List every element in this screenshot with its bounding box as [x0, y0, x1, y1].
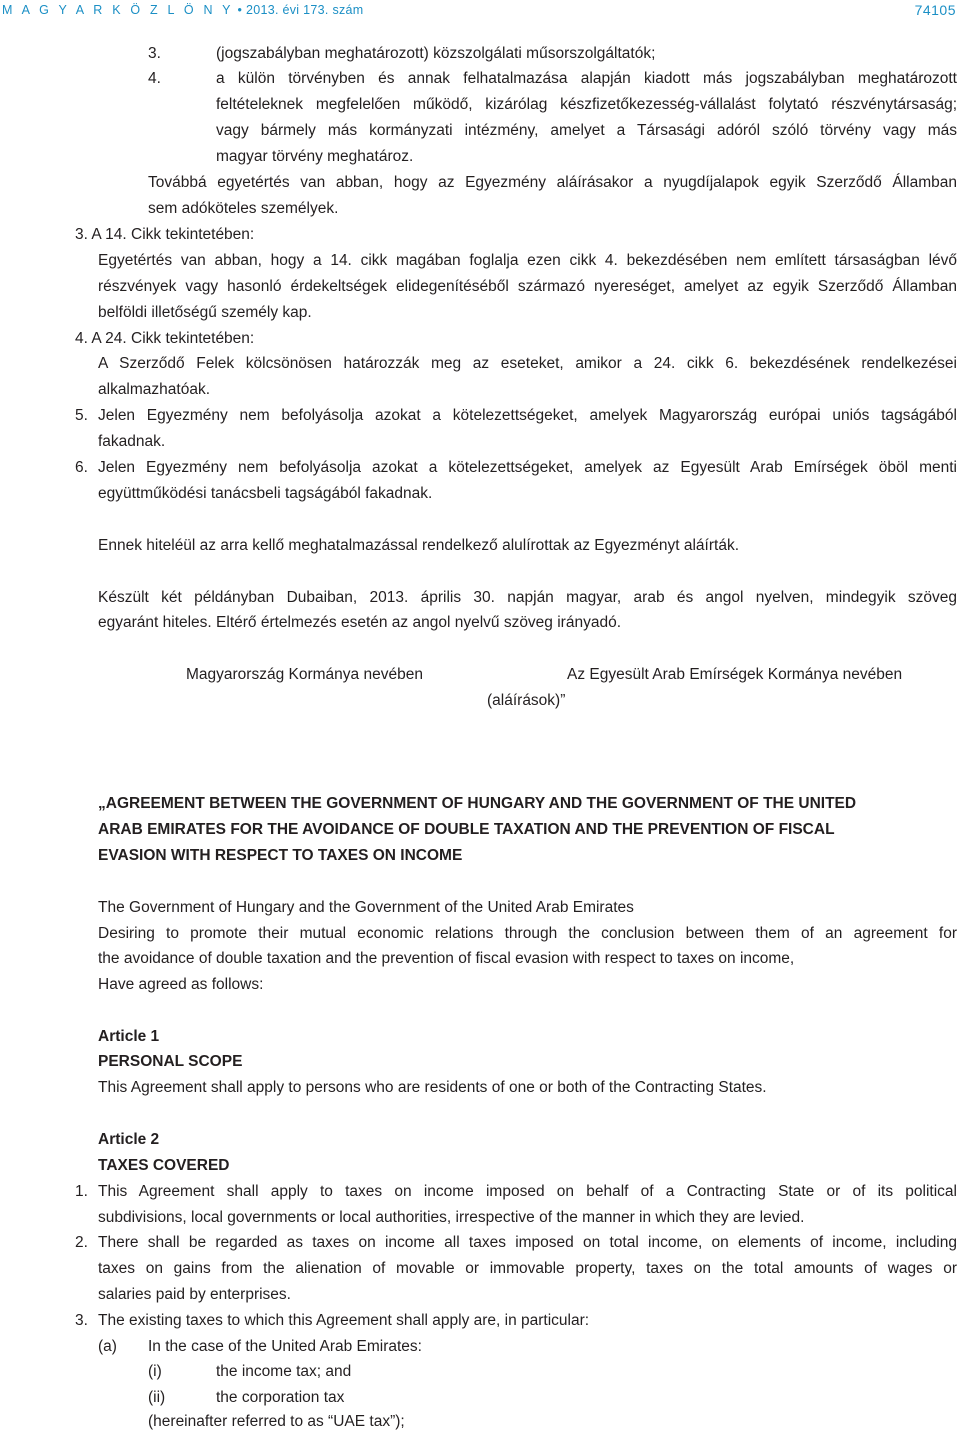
item-number: 4. — [148, 70, 161, 87]
preamble: The Government of Hungary and the Government of the United Arab Emirates — [98, 899, 634, 916]
preamble: Desiring to promote their mutual economic relations through the conclusion between them of an agreement for — [98, 925, 957, 942]
journal-name: M A G Y A R K Ö Z L Ö N Y — [2, 3, 234, 17]
article-text: This Agreement shall apply to persons who are residents of one or both of the Contracting States. — [98, 1079, 767, 1096]
paragraph: belföldi illetőségű személy kap. — [98, 304, 312, 321]
item-number: 3. — [148, 45, 161, 62]
clause-text: There shall be regarded as taxes on income all taxes imposed on total income, on elements of income, including — [98, 1234, 957, 1251]
paragraph: együttműködési tanácsbeli tagságából fakadnak. — [98, 485, 433, 502]
paragraph: alkalmazhatóak. — [98, 381, 211, 398]
item-text: the income tax; and — [216, 1363, 352, 1380]
issue-label: 2013. évi 173. szám — [245, 3, 364, 17]
section-number: 6. — [75, 459, 88, 476]
item-text: magyar törvény meghatároz. — [216, 148, 414, 165]
agreement-title: „AGREEMENT BETWEEN THE GOVERNMENT OF HUNGARY AND THE GOVERNMENT OF THE UNITED — [98, 795, 857, 812]
paragraph: Jelen Egyezmény nem befolyásolja azokat a kötelezettségeket, amelyek az Egyesült Arab Emírségek öböl menti — [98, 459, 957, 476]
signature-right: Az Egyesült Arab Emírségek Kormánya nevében — [567, 666, 903, 683]
item-text: the corporation tax — [216, 1389, 345, 1406]
article-title: Article 1 — [98, 1028, 160, 1045]
item-text: feltételeknek megfelelően működő, kizárólag készfizetőkezesség-vállalást folytató részvénytársaság; — [216, 96, 957, 113]
section-number: 5. — [75, 407, 88, 424]
preamble: the avoidance of double taxation and the prevention of fiscal evasion with respect to taxes on income, — [98, 950, 795, 967]
section-heading: 4. A 24. Cikk tekintetében: — [75, 330, 255, 347]
item-text: vagy bármely más kormányzati intézmény, amelyet a Társasági adóról szóló törvény vagy más — [216, 122, 957, 139]
clause-number: 2. — [75, 1234, 88, 1251]
clause-text: The existing taxes to which this Agreement shall apply are, in particular: — [98, 1312, 590, 1329]
paragraph: részvények vagy hasonló érdekeltségek elidegenítéséből származó nyereséget, amelyet az egyik Szerződő Államban — [98, 278, 957, 295]
paragraph: fakadnak. — [98, 433, 166, 450]
clause-text: taxes on gains from the alienation of movable or immovable property, taxes on the total amounts of wages or — [98, 1260, 957, 1277]
page-header — [0, 0, 960, 24]
page-number: 74105 — [914, 2, 956, 18]
article-subtitle: PERSONAL SCOPE — [98, 1053, 243, 1070]
section-heading: 3. A 14. Cikk tekintetében: — [75, 226, 255, 243]
article-subtitle: TAXES COVERED — [98, 1157, 230, 1174]
item-label: (ii) — [148, 1389, 166, 1406]
reference-note: (hereinafter referred to as “UAE tax”); — [148, 1413, 405, 1430]
paragraph: sem adóköteles személyek. — [148, 200, 339, 217]
agreement-title: ARAB EMIRATES FOR THE AVOIDANCE OF DOUBLE TAXATION AND THE PREVENTION OF FISCAL — [98, 821, 835, 838]
running-head — [2, 3, 364, 17]
done-clause: Készült két példányban Dubaiban, 2013. április 30. napján magyar, arab és angol nyelven, mindegyik szöveg — [98, 589, 957, 606]
witness-clause: Ennek hiteléül az arra kellő meghatalmazással rendelkező alulírottak az Egyezményt aláírták. — [98, 537, 739, 554]
header-separator: • — [237, 3, 243, 17]
clause-text: subdivisions, local governments or local authorities, irrespective of the manner in which they are levied. — [98, 1209, 805, 1226]
done-clause: egyaránt hiteles. Eltérő értelmezés esetén az angol nyelvű szöveg irányadó. — [98, 614, 621, 631]
preamble: Have agreed as follows: — [98, 976, 264, 993]
paragraph: A Szerződő Felek kölcsönösen határozzák meg az eseteket, amikor a 24. cikk 6. bekezdésének rendelkezései — [98, 355, 957, 372]
item-label: (i) — [148, 1363, 162, 1380]
paragraph: Egyetértés van abban, hogy a 14. cikk magában foglalja ezen cikk 4. bekezdésében nem említett társaságban lévő — [98, 252, 957, 269]
clause-number: 3. — [75, 1312, 88, 1329]
article-title: Article 2 — [98, 1131, 160, 1148]
clause-number: 1. — [75, 1183, 88, 1200]
signature-note: (aláírások)” — [487, 692, 566, 709]
item-text: (jogszabályban meghatározott) közszolgálati műsorszolgáltatók; — [216, 45, 656, 62]
clause-text: This Agreement shall apply to taxes on income imposed on behalf of a Contracting State or of its political — [98, 1183, 957, 1200]
signature-left: Magyarország Kormánya nevében — [186, 666, 423, 683]
agreement-title: EVASION WITH RESPECT TO TAXES ON INCOME — [98, 847, 463, 864]
paragraph: Továbbá egyetértés van abban, hogy az Egyezmény aláírásakor a nyugdíjalapok egyik Szerződő Államban — [148, 174, 957, 191]
subclause-label: (a) — [98, 1338, 117, 1355]
paragraph: Jelen Egyezmény nem befolyásolja azokat a kötelezettségeket, amelyek Magyarország európai uniós tagságából — [98, 407, 957, 424]
subclause-text: In the case of the United Arab Emirates: — [148, 1338, 422, 1355]
item-text: a külön törvényben és annak felhatalmazása alapján kiadott más jogszabályban meghatározott — [216, 70, 957, 87]
clause-text: salaries paid by enterprises. — [98, 1286, 291, 1303]
